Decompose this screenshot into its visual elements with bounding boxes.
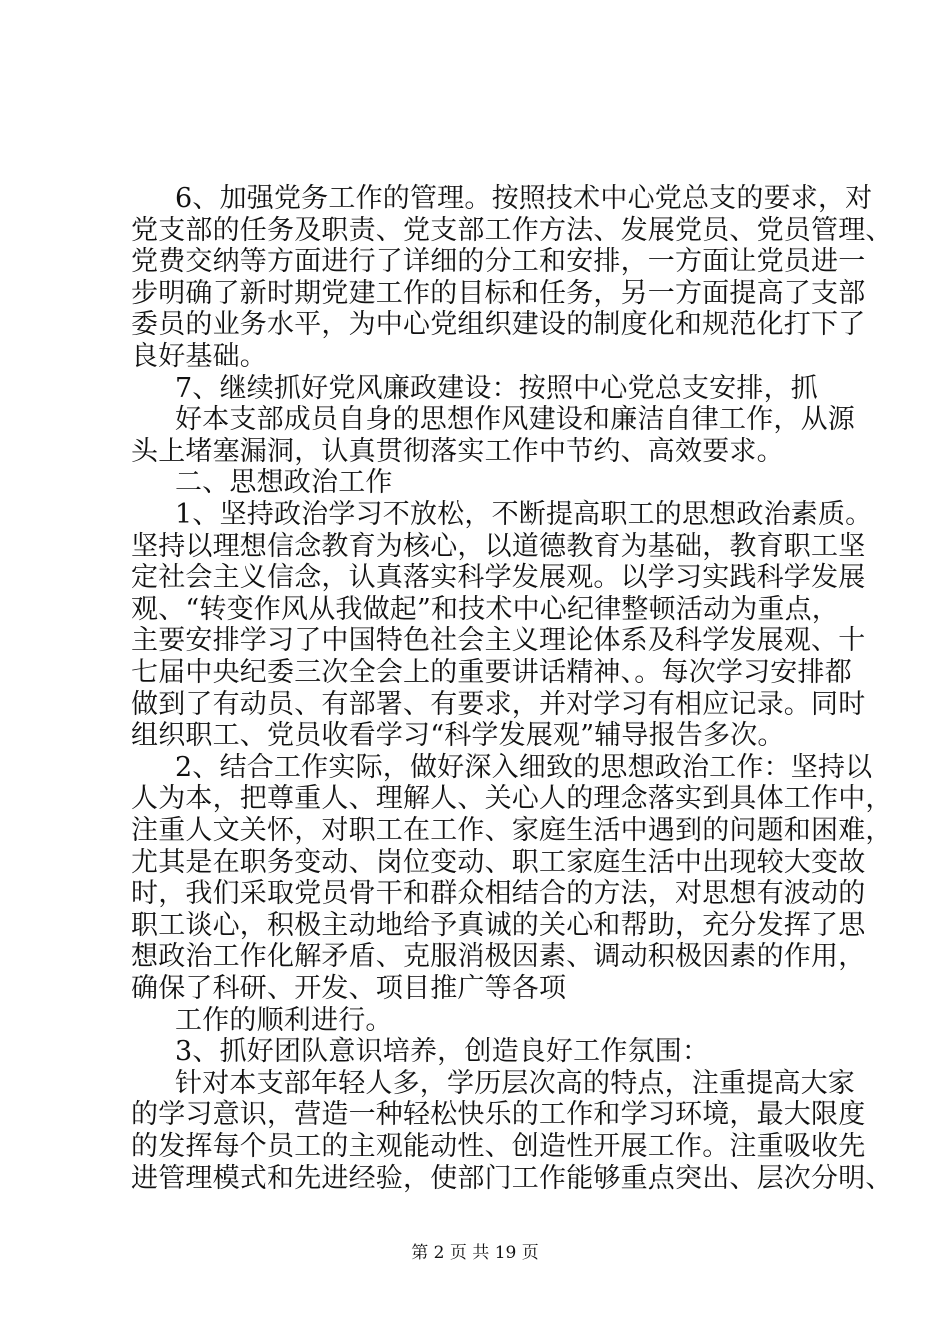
text-line: 良好基础。 [131,341,267,372]
text-line: 头上堵塞漏洞，认真贯彻落实工作中节约、高效要求。 [131,436,784,467]
text-line: 1、坚持政治学习不放松，不断提高职工的思想政治素质。 [175,499,873,530]
text-line: 观、“转变作风从我做起”和技术中心纪律整顿活动为重点， [131,594,840,625]
text-line: 的发挥每个员工的主观能动性、创造性开展工作。注重吸收先 [131,1131,866,1162]
text-line: 党支部的任务及职责、党支部工作方法、发展党员、党员管理、 [131,215,893,246]
text-line: 工作的顺利进行。 [175,1005,393,1036]
text-line: 七届中央纪委三次全会上的重要讲话精神、。每次学习安排都 [131,657,852,688]
text-line: 职工谈心，积极主动地给予真诚的关心和帮助，充分发挥了思 [131,910,866,941]
text-line: 3、抓好团队意识培养，创造良好工作氛围： [175,1036,710,1067]
text-line: 党费交纳等方面进行了详细的分工和安排，一方面让党员进一 [131,246,866,277]
text-line: 步明确了新时期党建工作的目标和任务，另一方面提高了支部 [131,278,866,309]
text-line: 6、加强党务工作的管理。按照技术中心党总支的要求，对 [175,183,873,214]
text-line: 尤其是在职务变动、岗位变动、职工家庭生活中出现较大变故 [131,847,866,878]
text-line: 7、继续抓好党风廉政建设：按照中心党总支安排，抓 [175,373,818,404]
text-line: 主要安排学习了中国特色社会主义理论体系及科学发展观、十 [131,625,866,656]
text-line: 注重人文关怀，对职工在工作、家庭生活中遇到的问题和困难， [131,815,893,846]
text-line: 委员的业务水平，为中心党组织建设的制度化和规范化打下了 [131,309,866,340]
text-line: 进管理模式和先进经验，使部门工作能够重点突出、层次分明、 [131,1163,893,1194]
text-line: 做到了有动员、有部署、有要求，并对学习有相应记录。同时 [131,689,866,720]
text-line: 的学习意识，营造一种轻松快乐的工作和学习环境，最大限度 [131,1099,866,1130]
text-line: 组织职工、党员收看学习“科学发展观”辅导报告多次。 [131,720,785,751]
text-line: 时，我们采取党员骨干和群众相结合的方法，对思想有波动的 [131,878,866,909]
text-line: 人为本，把尊重人、理解人、关心人的理念落实到具体工作中， [131,783,893,814]
section-heading: 二、思想政治工作 [175,467,393,498]
text-line: 好本支部成员自身的思想作风建设和廉洁自律工作，从源 [175,404,855,435]
text-line: 坚持以理想信念教育为核心，以道德教育为基础，教育职工坚 [131,531,866,562]
text-line: 定社会主义信念，认真落实科学发展观。以学习实践科学发展 [131,562,866,593]
text-line: 想政治工作化解矛盾、克服消极因素、调动积极因素的作用， [131,941,866,972]
text-line: 针对本支部年轻人多，学历层次高的特点，注重提高大家 [175,1068,855,1099]
text-line: 确保了科研、开发、项目推广等各项 [131,973,567,1004]
text-line: 2、结合工作实际，做好深入细致的思想政治工作：坚持以 [175,752,873,783]
page-footer: 第 2 页 共 19 页 [411,1243,539,1263]
